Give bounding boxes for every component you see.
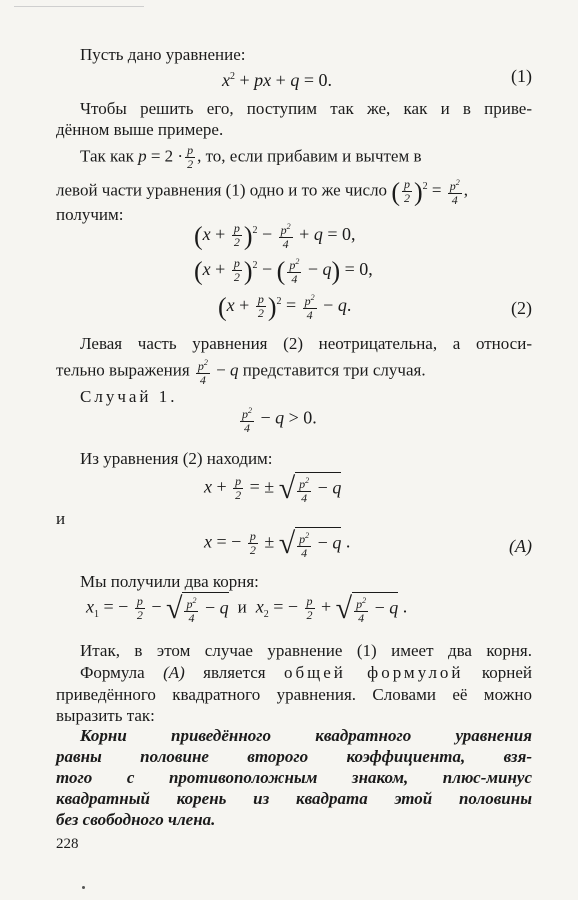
text-line: Левая часть уравнения (2) неотрицательна, а относи- <box>80 334 532 353</box>
text-run: Формула <box>80 663 145 682</box>
text-line: получим: <box>56 205 124 224</box>
text-line: приведённого квадратного уравнения. Словами её можно <box>56 685 532 704</box>
equation-number-label: (A) <box>509 536 532 556</box>
text-line: Из уравнения (2) находим: <box>80 449 273 468</box>
rule-line: того с противоположным знаком, плюс-минус <box>56 768 532 787</box>
text-line: Пусть дано уравнение: <box>80 45 246 64</box>
text-run: (A) <box>163 663 185 682</box>
text-run: корней <box>481 663 533 682</box>
scan-edge-line <box>14 6 144 7</box>
rule-line: равны половине второго коэффициента, взя- <box>56 747 532 766</box>
text-run: является <box>203 663 266 682</box>
text-line: выразить так: <box>56 706 155 725</box>
scan-speck <box>82 886 85 889</box>
equation-1: $x^2$ + px + q = 0. <box>222 70 332 90</box>
text-run: левой части уравнения (1) одно и то же число <box>56 180 388 200</box>
case-heading: Случай 1. <box>80 387 178 406</box>
equation-number: (1) <box>511 66 532 86</box>
text-line: Мы получили два корня: <box>80 572 259 591</box>
equation-step-2: (x + $\frac{p}{2}$ )$^2$ − ( $\frac{p^2}{4}$ − q) = 0, <box>194 256 373 287</box>
equation-2: (x + $\frac{p}{2}$ )$^2$ = $\frac{p^2}{4}$ − q. <box>218 292 352 323</box>
text-line: левой части уравнения (1) одно и то же число ( $\frac{p}{2}$ )$^2$ = $\frac{p^2}{4}$ , <box>56 177 468 208</box>
text-line: дённом выше примере. <box>56 120 224 139</box>
text-line: Чтобы решить его, поступим так же, как и в приве- <box>80 99 532 118</box>
equation-number: (2) <box>511 298 532 318</box>
text-line: Так как p = 2 · $\frac{p}{2}$ , то, если прибавим и вычтем в <box>80 143 422 171</box>
equation-step-1: (x + $\frac{p}{2}$ )$^2$ − $\frac{p^2}{4}$ + q = 0, <box>194 221 356 252</box>
text-line: тельно выражения $\frac{p^2}{4}$ − q представится три случая. <box>56 358 426 387</box>
text-run: , то, если прибавим и вычтем в <box>197 146 422 166</box>
case-1-condition: $\frac{p^2}{4}$ − q > 0. <box>242 406 317 435</box>
text-run: общей формулой <box>283 663 464 682</box>
rule-line: квадратный корень из квадрата этой половины <box>56 789 532 808</box>
text-run: представится три случая. <box>242 360 426 380</box>
rule-line: Корни приведённого квадратного уравнения <box>80 726 532 745</box>
page-number: 228 <box>56 836 79 852</box>
text-line <box>80 662 532 683</box>
equation-A: x = − $\frac{p}{2}$ ± √ $\frac{p^2}{4}$ − q . <box>204 527 351 560</box>
equation-root-1: x + $\frac{p}{2}$ = ± √ $\frac{p^2}{4}$ − q <box>204 472 342 505</box>
text-run: тельно выражения <box>56 360 190 380</box>
equation-number <box>509 536 532 557</box>
text-run: Так как <box>80 146 134 166</box>
equation-roots: $x_1$ = − $\frac{p}{2}$ − √ $\frac{p^2}{4}$ − q и $x_2$ = − $\frac{p}{2}$ + √ $\frac{p^2}{4}$ − q . <box>86 592 408 625</box>
text-line: Итак, в этом случае уравнение (1) имеет два корня. <box>80 641 532 660</box>
text-line: и <box>56 509 66 528</box>
rule-line: без свободного члена. <box>56 810 216 829</box>
text-run: и <box>237 597 247 617</box>
